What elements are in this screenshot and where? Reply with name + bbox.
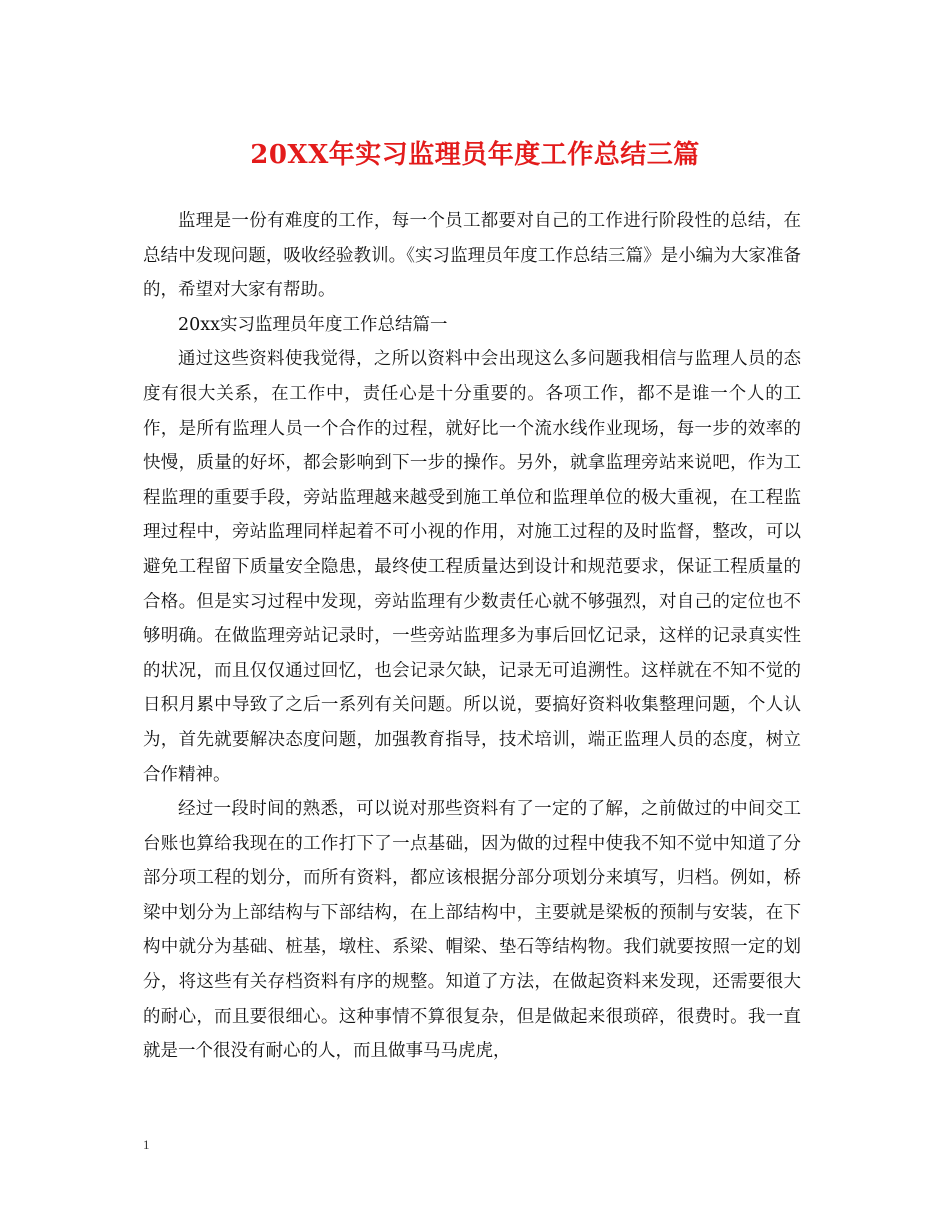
body-paragraph: 通过这些资料使我觉得，之所以资料中会出现这么多问题我相信与监理人员的态度有很大关系，在工作中，责任心是十分重要的。各项工作，都不是谁一个人的工作，是所有监理人员一个合作的过程，就好比一个流水线作业现场，每一步的效率的快慢，质量的好坏，都会影响到下一步的操作。另外，就拿监理旁站来说吧，作为工程监理的重要手段，旁站监理越来越受到施工单位和监理单位的极大重视，在工程监理过程中，旁站监理同样起着不可小视的作用，对施工过程的及时监督，整改，可以避免工程留下质量安全隐患，最终使工程质量达到设计和规范要求，保证工程质量的合格。但是实习过程中发现，旁站监理有少数责任心就不够强烈，对自己的定位也不够明确。在做监理旁站记录时，一些旁站监理多为事后回忆记录，这样的记录真实性的状况，而且仅仅通过回忆，也会记录欠缺，记录无可追溯性。这样就在不知不觉的日积月累中导致了之后一系列有关问题。所以说，要搞好资料收集整理问题，个人认为，首先就要解决态度问题，加强教育指导，技术培训，端正监理人员的态度，树立合作精神。 <box>143 349 801 785</box>
body-paragraph: 经过一段时间的熟悉，可以说对那些资料有了一定的了解，之前做过的中间交工台账也算给我现在的工作打下了一点基础，因为做的过程中使我不知不觉中知道了分部分项工程的划分，而所有资料，都应该根据分部分项划分来填写，归档。例如，桥梁中划分为上部结构与下部结构，在上部结构中，主要就是梁板的预制与安装，在下构中就分为基础、桩基，墩柱、系梁、帽梁、垫石等结构物。我们就要按照一定的划分，将这些有关存档资料有序的规整。知道了方法，在做起资料来发现，还需要很大的耐心，而且要很细心。这种事情不算很复杂，但是做起来很琐碎，很费时。我一直就是一个很没有耐心的人，而且做事马马虎虎， <box>143 799 801 1062</box>
document-title: 20XX年实习监理员年度工作总结三篇 <box>250 140 700 170</box>
page-number: 1 <box>143 1137 150 1152</box>
intro-paragraph: 监理是一份有难度的工作，每一个员工都要对自己的工作进行阶段性的总结，在总结中发现问题，吸收经验教训。《实习监理员年度工作总结三篇》是小编为大家准备的，希望对大家有帮助。 <box>143 211 801 301</box>
section-heading: 20xx实习监理员年度工作总结篇一 <box>178 314 448 335</box>
document-body <box>143 204 801 1069</box>
